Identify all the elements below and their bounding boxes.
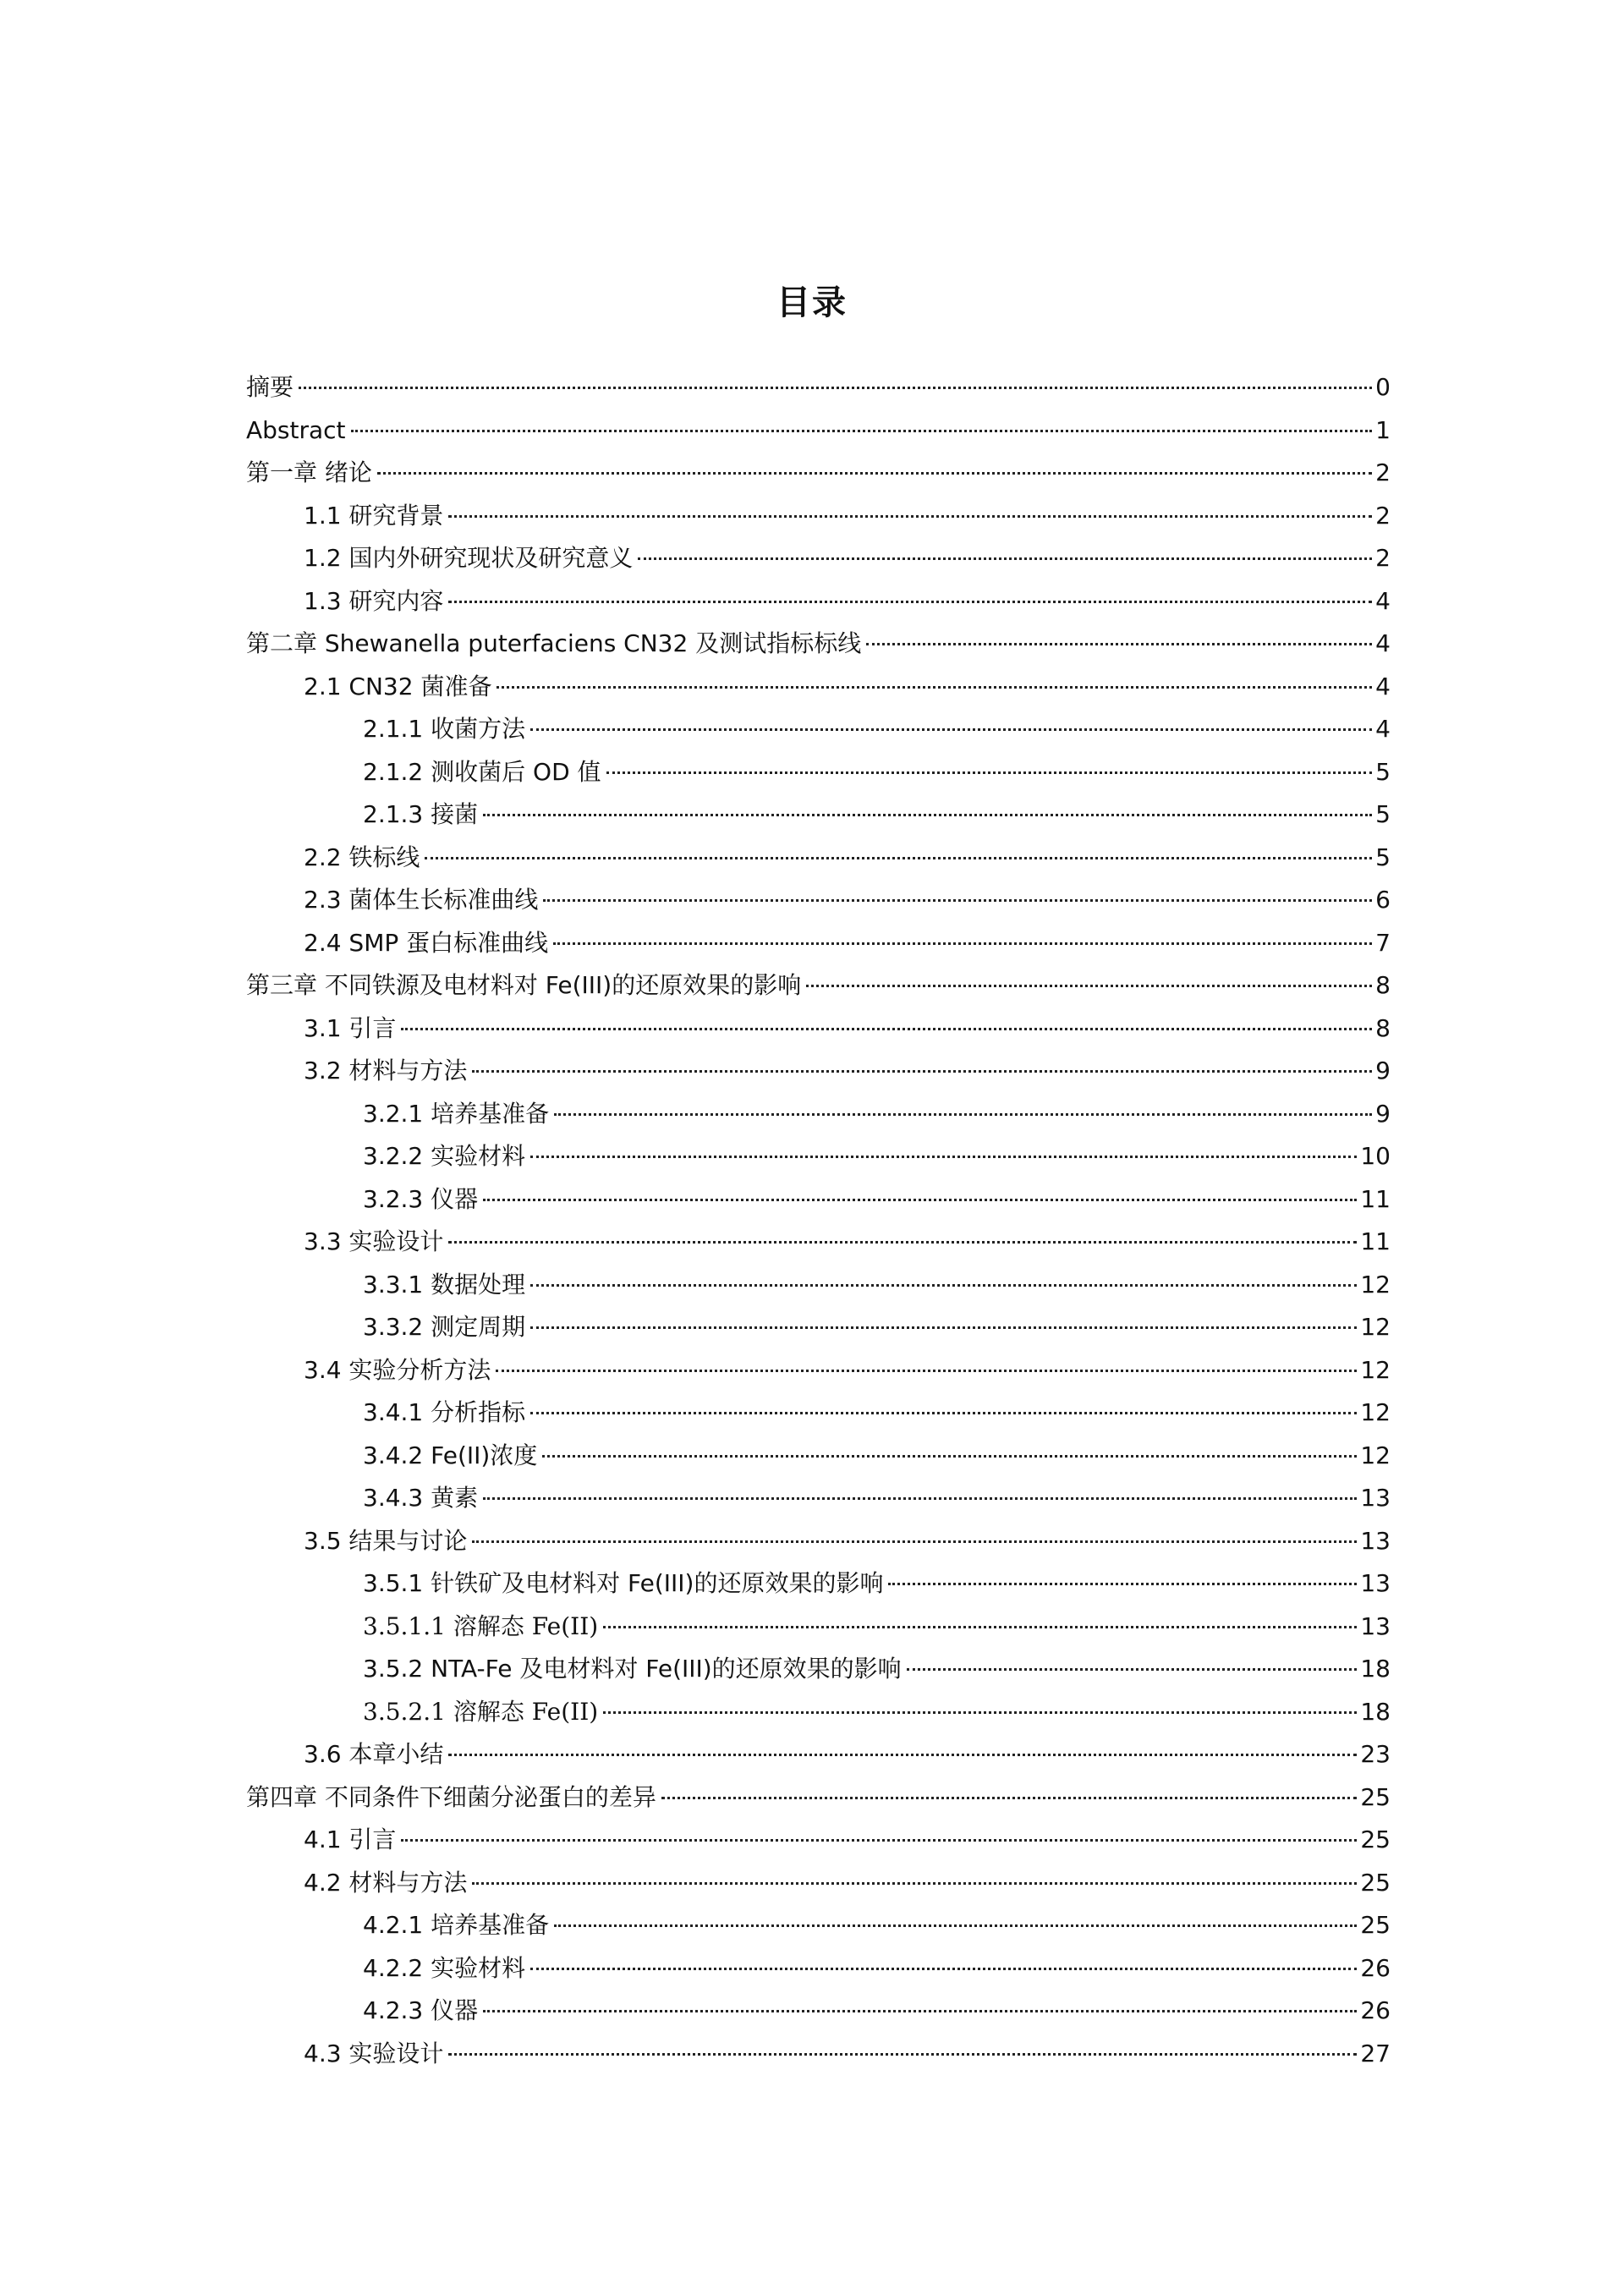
toc-entry[interactable]	[246, 1609, 1391, 1652]
toc-entry[interactable]	[246, 370, 1391, 413]
toc-entry-label: 1.3 研究内容	[304, 586, 444, 615]
toc-entry-page-number: 5	[1375, 800, 1391, 828]
dot-leader	[497, 686, 1372, 689]
toc-entry-page-number: 9	[1375, 1099, 1391, 1128]
toc-entry[interactable]	[246, 541, 1391, 584]
toc-entry-page-number: 11	[1360, 1227, 1391, 1255]
toc-entry-page-number: 18	[1360, 1697, 1391, 1726]
toc-entry[interactable]	[246, 1780, 1391, 1823]
dot-leader	[483, 814, 1372, 816]
toc-entry[interactable]	[246, 1524, 1391, 1567]
toc-entry-label: 1.2 国内外研究现状及研究意义	[304, 544, 634, 572]
dot-leader	[448, 515, 1372, 518]
dot-leader	[448, 1241, 1357, 1244]
toc-entry[interactable]	[246, 797, 1391, 840]
toc-entry[interactable]	[246, 584, 1391, 627]
toc-entry-label: 3.5.2 NTA-Fe 及电材料对 Fe(III)的还原效果的影响	[363, 1655, 902, 1683]
toc-entry-page-number: 26	[1360, 1996, 1391, 2024]
toc-entry-label: 3.4 实验分析方法	[304, 1355, 491, 1384]
toc-entry[interactable]	[246, 2036, 1391, 2079]
toc-entry-label: 1.1 研究背景	[304, 501, 444, 530]
toc-entry-page-number: 11	[1360, 1184, 1391, 1213]
toc-entry[interactable]	[246, 1951, 1391, 1994]
toc-entry-page-number: 26	[1360, 1953, 1391, 1982]
toc-entry-page-number: 13	[1360, 1569, 1391, 1597]
toc-entry[interactable]	[246, 968, 1391, 1011]
toc-entry[interactable]	[246, 1737, 1391, 1780]
toc-entry-page-number: 4	[1375, 715, 1391, 743]
dot-leader	[448, 601, 1372, 603]
dot-leader	[530, 728, 1372, 731]
dot-leader	[806, 985, 1372, 987]
toc-entry-page-number: 25	[1360, 1911, 1391, 1939]
toc-entry-label: 3.2.3 仪器	[363, 1184, 479, 1213]
toc-entry[interactable]	[246, 413, 1391, 456]
toc-entry-page-number: 13	[1360, 1484, 1391, 1512]
toc-entry-label: 3.2 材料与方法	[304, 1057, 468, 1084]
toc-entry-page-number: 1	[1375, 415, 1391, 444]
toc-entry-page-number: 4	[1375, 629, 1391, 657]
toc-entry[interactable]	[246, 1908, 1391, 1951]
toc-entry[interactable]	[246, 1353, 1391, 1396]
toc-entry-page-number: 8	[1375, 1013, 1391, 1042]
toc-entry[interactable]	[246, 1224, 1391, 1267]
toc-entry-label: 2.3 菌体生长标准曲线	[304, 886, 539, 914]
dot-leader	[543, 899, 1372, 902]
toc-entry-label: 2.4 SMP 蛋白标准曲线	[304, 928, 549, 957]
toc-entry-label: 4.1 引言	[304, 1826, 397, 1853]
toc-entry-label: 3.3.2 测定周期	[363, 1313, 526, 1341]
toc-entry-label: 3.6 本章小结	[304, 1740, 444, 1768]
toc-entry-label: 2.2 铁标线	[304, 843, 420, 871]
toc-entry[interactable]	[246, 1865, 1391, 1908]
toc-entry-page-number: 27	[1360, 2039, 1391, 2067]
dot-leader	[530, 1156, 1357, 1158]
dot-leader	[483, 2010, 1357, 2012]
dot-leader	[448, 1754, 1357, 1756]
toc-entry-label: 3.3 实验设计	[304, 1227, 444, 1255]
dot-leader	[472, 1882, 1357, 1885]
toc-entry-page-number: 23	[1360, 1740, 1391, 1768]
toc-entry[interactable]	[246, 1566, 1391, 1609]
toc-entry-page-number: 13	[1360, 1611, 1391, 1640]
toc-entry-page-number: 7	[1375, 928, 1391, 957]
toc-entry[interactable]	[246, 1309, 1391, 1353]
dot-leader	[496, 1370, 1357, 1372]
toc-entry-label: 2.1.1 收菌方法	[363, 715, 526, 743]
toc-entry-page-number: 25	[1360, 1826, 1391, 1853]
toc-entry-label: 3.4.2 Fe(II)浓度	[363, 1441, 538, 1469]
toc-entry-label: 2.1 CN32 菌准备	[304, 672, 492, 700]
dot-leader	[483, 1199, 1357, 1201]
dot-leader	[530, 1968, 1357, 1970]
dot-leader	[530, 1326, 1357, 1329]
dot-leader	[401, 1028, 1372, 1030]
page-title: 目录	[776, 283, 848, 322]
toc-entry-label: 3.5.1 针铁矿及电材料对 Fe(III)的还原效果的影响	[363, 1569, 884, 1597]
dot-leader	[530, 1284, 1357, 1287]
toc-entry[interactable]	[246, 1438, 1391, 1481]
toc-entry-page-number: 18	[1360, 1655, 1391, 1683]
toc-entry-label: 3.5.1.1 溶解态 Fe(II)	[363, 1611, 599, 1640]
toc-entry-label: 3.5 结果与讨论	[304, 1526, 468, 1555]
dot-leader	[603, 1626, 1357, 1628]
toc-entry-page-number: 13	[1360, 1526, 1391, 1555]
toc-entry[interactable]	[246, 711, 1391, 755]
toc-entry-page-number: 12	[1360, 1355, 1391, 1384]
toc-entry[interactable]	[246, 840, 1391, 883]
toc-entry[interactable]	[246, 1651, 1391, 1694]
toc-entry[interactable]	[246, 1694, 1391, 1738]
toc-entry-label: 第二章 Shewanella puterfaciens CN32 及测试指标标线	[246, 629, 862, 657]
toc-entry-page-number: 5	[1375, 843, 1391, 871]
toc-entry[interactable]	[246, 498, 1391, 541]
toc-entry-page-number: 12	[1360, 1398, 1391, 1426]
toc-entry-label: 4.3 实验设计	[304, 2039, 444, 2067]
toc-entry[interactable]	[246, 1096, 1391, 1139]
dot-leader	[603, 1711, 1357, 1714]
toc-entry-page-number: 0	[1375, 373, 1391, 401]
dot-leader	[448, 2053, 1357, 2056]
toc-entry-page-number: 4	[1375, 586, 1391, 615]
toc-entry-page-number: 12	[1360, 1441, 1391, 1469]
toc-entry[interactable]	[246, 882, 1391, 925]
toc-entry-page-number: 4	[1375, 672, 1391, 700]
toc-entry[interactable]	[246, 669, 1391, 712]
dot-leader	[606, 771, 1373, 774]
dot-leader	[907, 1668, 1358, 1671]
toc-entry-page-number: 12	[1360, 1270, 1391, 1298]
dot-leader	[530, 1412, 1357, 1414]
toc-entry[interactable]	[246, 1822, 1391, 1865]
toc-entry-label: Abstract	[246, 415, 346, 444]
toc-entry[interactable]	[246, 626, 1391, 669]
dot-leader	[401, 1839, 1357, 1842]
toc-entry-page-number: 10	[1360, 1142, 1391, 1170]
dot-leader	[472, 1540, 1357, 1543]
dot-leader	[425, 857, 1372, 859]
dot-leader	[554, 1113, 1372, 1116]
dot-leader	[472, 1070, 1372, 1073]
toc-entry[interactable]	[246, 1139, 1391, 1182]
toc-entry[interactable]	[246, 455, 1391, 498]
toc-entry[interactable]	[246, 1480, 1391, 1524]
toc-entry[interactable]	[246, 1395, 1391, 1438]
toc-entry[interactable]	[246, 925, 1391, 969]
toc-entry-label: 3.5.2.1 溶解态 Fe(II)	[363, 1697, 599, 1726]
toc-entry[interactable]	[246, 1182, 1391, 1225]
toc-entry-page-number: 9	[1375, 1057, 1391, 1084]
dot-leader	[554, 1924, 1357, 1927]
toc-entry-label: 3.3.1 数据处理	[363, 1270, 526, 1298]
toc-entry-page-number: 6	[1375, 886, 1391, 914]
toc-entry-label: 2.1.2 测收菌后 OD 值	[363, 757, 601, 786]
toc-entry-label: 3.4.3 黄素	[363, 1484, 479, 1512]
toc-entry-page-number: 5	[1375, 757, 1391, 786]
toc-entry-label: 3.2.1 培养基准备	[363, 1099, 550, 1128]
toc-entry-label: 4.2.2 实验材料	[363, 1953, 526, 1982]
dot-leader	[866, 643, 1372, 645]
toc-entry-label: 4.2.1 培养基准备	[363, 1911, 550, 1939]
toc-entry-label: 第四章 不同条件下细菌分泌蛋白的差异	[246, 1782, 656, 1811]
dot-leader	[351, 430, 1373, 432]
toc-entry-label: 第三章 不同铁源及电材料对 Fe(III)的还原效果的影响	[246, 971, 802, 999]
dot-leader	[483, 1497, 1357, 1500]
dot-leader	[377, 472, 1372, 475]
toc-entry[interactable]	[246, 1011, 1391, 1054]
toc-entry-label: 第一章 绪论	[246, 458, 372, 486]
toc-entry-label: 2.1.3 接菌	[363, 800, 479, 828]
toc-entry-label: 4.2 材料与方法	[304, 1868, 468, 1897]
toc-entry[interactable]	[246, 1267, 1391, 1310]
toc-entry[interactable]	[246, 1053, 1391, 1096]
dot-leader	[661, 1797, 1357, 1799]
toc-entry-page-number: 25	[1360, 1782, 1391, 1811]
toc-entry-page-number: 25	[1360, 1868, 1391, 1897]
toc-entry-label: 3.4.1 分析指标	[363, 1398, 526, 1426]
toc-entry[interactable]	[246, 755, 1391, 798]
table-of-contents	[246, 370, 1391, 2078]
dot-leader	[888, 1583, 1357, 1585]
dot-leader	[553, 942, 1372, 945]
toc-entry-page-number: 2	[1375, 544, 1391, 572]
toc-entry-label: 摘要	[246, 373, 294, 401]
toc-entry-page-number: 2	[1375, 458, 1391, 486]
toc-entry-label: 4.2.3 仪器	[363, 1996, 479, 2024]
toc-entry-label: 3.2.2 实验材料	[363, 1142, 526, 1170]
toc-entry-page-number: 12	[1360, 1313, 1391, 1341]
toc-entry-label: 3.1 引言	[304, 1013, 397, 1042]
dot-leader	[542, 1455, 1357, 1458]
toc-entry[interactable]	[246, 1993, 1391, 2036]
dot-leader	[299, 387, 1372, 389]
toc-entry-page-number: 2	[1375, 501, 1391, 530]
dot-leader	[638, 557, 1372, 560]
toc-entry-page-number: 8	[1375, 971, 1391, 999]
